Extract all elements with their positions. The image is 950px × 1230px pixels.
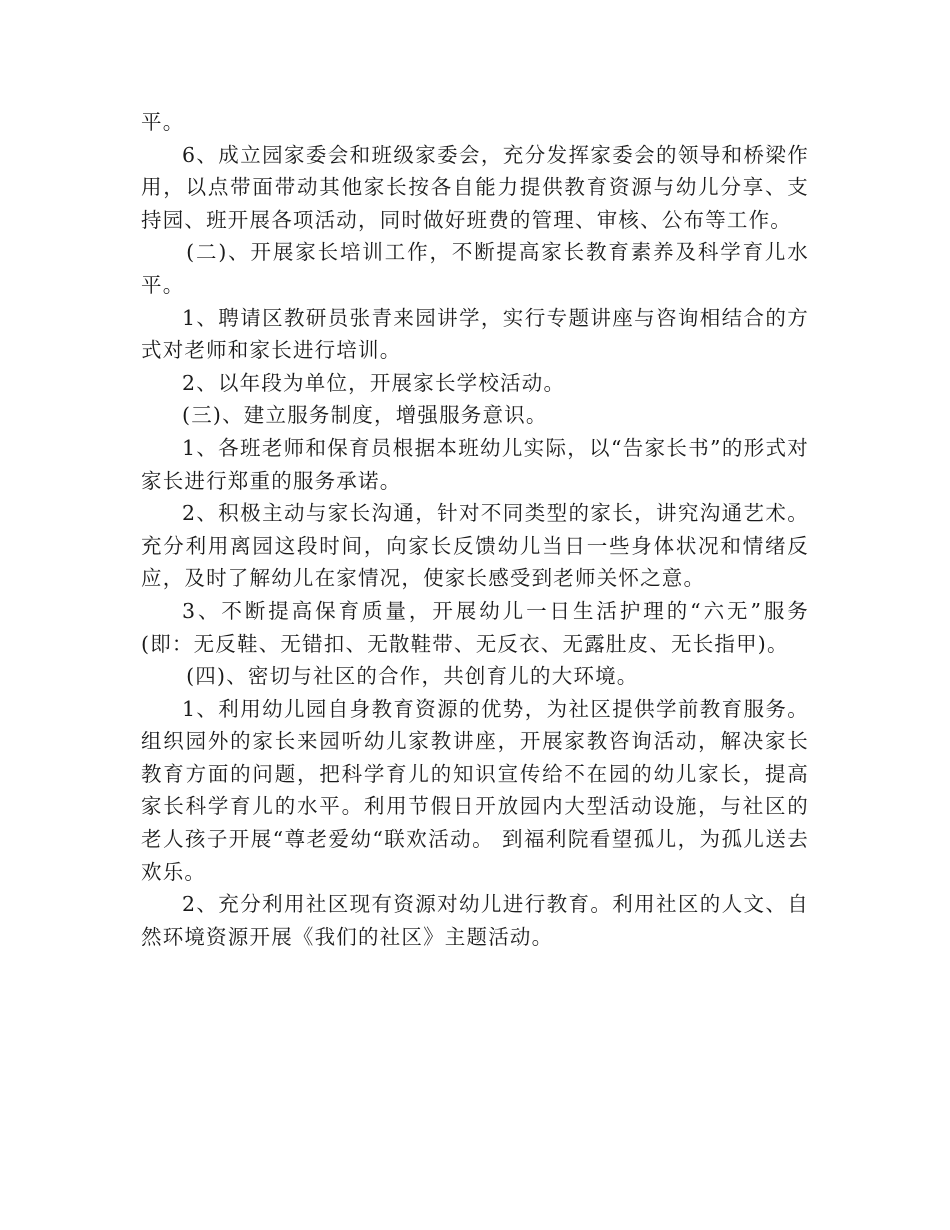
section-heading-3-service-system: (三)、建立服务制度，增强服务意识。 [182,403,548,428]
paragraph-item-3-care-quality: 3、不断提高保育质量，开展幼儿一日生活护理的“六无”服务(即：无反鞋、无错扣、无散鞋带、无反衣、无露肚皮、无长指甲)。 [141,598,809,656]
paragraph-item-2-communication: 2、积极主动与家长沟通，针对不同类型的家长，讲究沟通艺术。充分利用离园这段时间，向家长反馈幼儿当日一些身体状况和情绪反应，及时了解幼儿在家情况，使家长感受到老师关怀之意。 [141,501,809,591]
paragraph-item-1-service-promise: 1、各班老师和保育员根据本班幼儿实际，以“告家长书”的形式对家长进行郑重的服务承诺。 [141,435,809,493]
paragraph-item-1-lectures: 1、聘请区教研员张青来园讲学，实行专题讲座与咨询相结合的方式对老师和家长进行培训。 [141,305,809,363]
paragraph-item-6-parent-committee: 6、成立园家委会和班级家委会，充分发挥家委会的领导和桥梁作用，以点带面带动其他家长按各自能力提供教育资源与幼儿分享、支持园、班开展各项活动，同时做好班费的管理、审核、公布等工作。 [141,142,809,232]
paragraph-item-1-community-service: 1、利用幼儿园自身教育资源的优势，为社区提供学前教育服务。组织园外的家长来园听幼儿家教讲座，开展家教咨询活动，解决家长教育方面的问题，把科学育儿的知识宣传给不在园的幼儿家长，提高家长科学育儿的水平。利用节假日开放园内大型活动设施，与社区的老人孩子开展“尊老爱幼“联欢活动。 到福利院看望孤儿，为孤儿送去欢乐。 [141,696,809,884]
paragraph-item-2-community-resources: 2、充分利用社区现有资源对幼儿进行教育。利用社区的人文、自然环境资源开展《我们的社区》主题活动。 [141,892,809,949]
paragraph-continuation: 平。 [141,110,185,134]
section-heading-4-community: (四)、密切与社区的合作，共创育儿的大环境。 [186,664,639,689]
document-body [141,106,809,953]
section-heading-2-parent-training: (二)、开展家长培训工作，不断提高家长教育素养及科学育儿水平。 [141,240,809,297]
paragraph-item-2-parent-school: 2、以年段为单位，开展家长学校活动。 [182,370,566,395]
